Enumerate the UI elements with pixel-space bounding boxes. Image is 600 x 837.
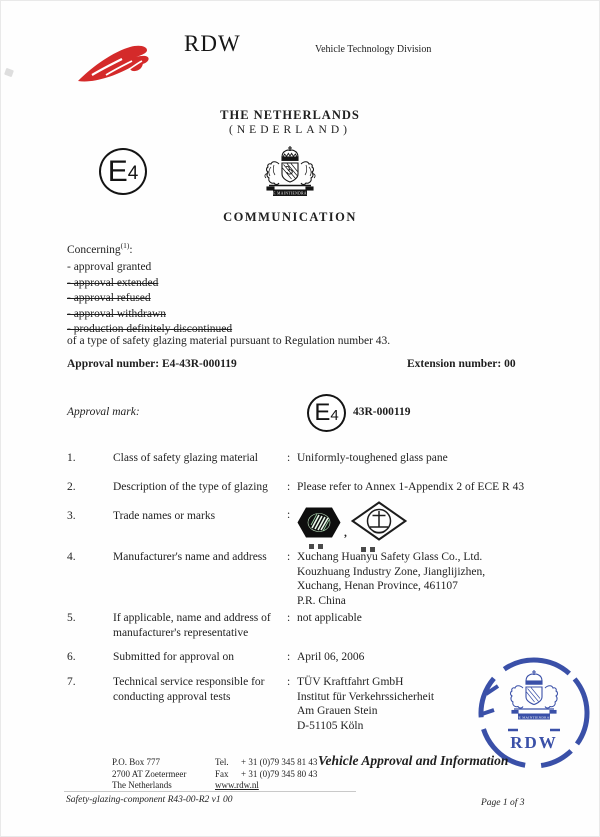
scan-smudge (4, 68, 14, 77)
approval-number: Approval number: E4-43R-000119 (67, 358, 237, 370)
country-subtitle: (NEDERLAND) (229, 124, 351, 136)
footer-divider (64, 791, 356, 792)
option-production-discontinued: - production definitely discontinued (67, 323, 233, 335)
footer-contact: Tel. + 31 (0)79 345 81 43 Fax + 31 (0)79 345 80 43 www.rdw.nl (215, 757, 318, 790)
approval-mark-label: Approval mark: (67, 406, 140, 418)
footer-address: P.O. Box 777 2700 AT Zoetermeer The Netherlands (112, 757, 187, 790)
stamp-motto: JE MAINTIENDRAI (517, 715, 551, 720)
e-mark-letter: E (107, 154, 128, 188)
option-approval-extended: - approval extended (67, 276, 159, 289)
brand-wordmark: RDW (184, 31, 241, 56)
crest-motto: JE MAINTIENDRAI (271, 191, 309, 196)
trademark-diamond-icon (351, 501, 407, 541)
trademark-separator: , (344, 527, 347, 539)
title-block (140, 108, 440, 225)
certificate-page: RDW Vehicle Technology Division E 4 THE NETHERLANDS (NEDERLAND) JE MAINTIENDRAI COMMUNICATION Concerning$^{(1)}$: - approval granted - approval extended - approval refused - approval withdrawn - production definitely discontinued of a type of safety glazing material pursuant to Regulation number 43. Approval number: E4-43R-000119 Extension number: 00 Approval mark: E 4 43R-000119 1. Class of safety glazing material : Uniformly-toughened glass pane 2. Description of the type of glazing : Please refer to Annex 1-Appendix 2 of ECE R 43 3. Trade names or marks : , 4. Manufacturer's name and address : Xuchang Huanyu Safety Glass Co., Ltd. Kouzhuang Industry Zone, Jianglijizhen, Xuchang, Henan Province, 461107 P.R. China 5. If applicable, name and address of manufacturer's representative : not applicable 6. Submitted for approval on : April 06, 2006 7. Technical service responsible for conducting approval tests : TÜV Kraftfahrt GmbH Institut für Verkehrssicherheit Am Grauen Stein D-51105 Köln JE MAINTIENDRAI RDW P.O. Box 777 2700 AT Zoetermeer The Netherlands Tel. + 31 (0)79 345 81 43 Fax + 31 (0)79 345 80 43 www.rdw.nl Vehicle Approval and Information Safety-glazing-component R43-00-R2 v1 00 Page 1 of 3 (0, 0, 600, 837)
division-label: Vehicle Technology Division (315, 44, 432, 55)
coat-of-arms-icon (249, 144, 331, 204)
option-approval-refused: - approval refused (67, 292, 151, 304)
extension-number: Extension number: 00 (407, 358, 516, 370)
website-link: www.rdw.nl (215, 780, 259, 790)
option-approval-granted: - approval granted (67, 261, 152, 273)
subject-line: of a type of safety glazing material pursuant to Regulation number 43. (67, 335, 391, 347)
document-type-title: COMMUNICATION (223, 210, 357, 224)
rdw-swoosh-logo (76, 40, 156, 90)
approval-mark-e4-icon: E 4 (307, 394, 346, 432)
footer-tagline: Vehicle Approval and Information (318, 753, 509, 768)
option-approval-withdrawn: - approval withdrawn (67, 307, 166, 320)
e-mark-number: 4 (127, 163, 139, 184)
trademark-hexagon-icon (297, 507, 341, 538)
approval-mark-value: 43R-000119 (353, 406, 411, 418)
concerning-heading: Concerning$^{(1)}$: (67, 241, 133, 256)
document-reference: Safety-glazing-component R43-00-R2 v1 00 (66, 795, 233, 805)
country-title: THE NETHERLANDS (220, 108, 360, 122)
stamp-brand: RDW (510, 733, 558, 752)
concerning-options (67, 260, 232, 338)
page-number: Page 1 of 3 (481, 798, 525, 808)
trade-marks-row: : , (287, 501, 467, 553)
